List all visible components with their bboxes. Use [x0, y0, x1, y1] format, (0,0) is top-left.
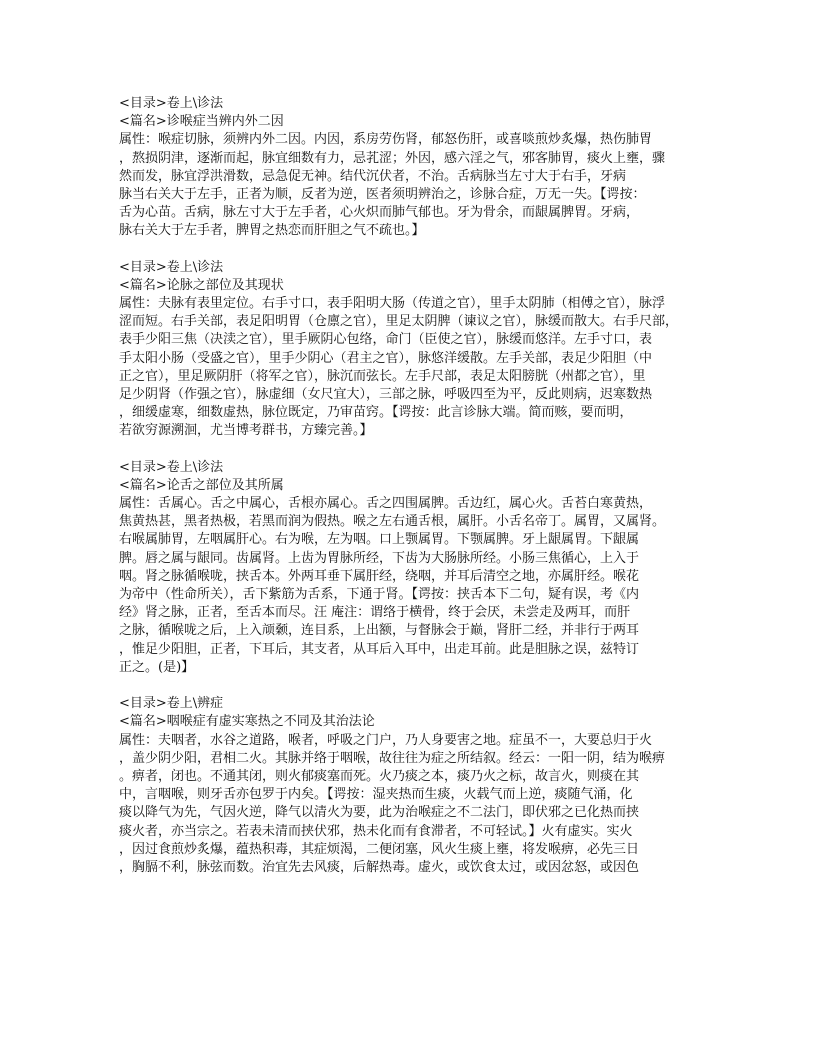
body-text-line: 焦黄热甚，黑者热极，若黑而润为假热。喉之左右通舌根，属肝。小舌名帝丁。属胃，又属肾。	[119, 514, 666, 530]
body-text-line: 脉右关大于左手者，脾胃之热恋而肝胆之气不疏也。】	[119, 223, 425, 239]
document-page	[119, 95, 699, 895]
body-text-line: 若欲穷源溯洄，尤当博考群书，方臻完善。】	[119, 423, 373, 439]
entry-section	[119, 459, 699, 677]
body-text-line: 正之官），里足厥阴肝（将军之官），脉沉而弦长。左手尺部，表足太阳膀胱（州都之官），里	[119, 368, 646, 384]
body-text-line: 右喉属肺胃，左咽属肝心。右为喉，左为咽。口上颚属胃。下颚属脾。牙上龈属胃。下龈属	[119, 532, 640, 548]
entry-section	[119, 259, 699, 441]
body-text-line: ，胸膈不利，脉弦而数。治宜先去风痰，后解热毒。虚火，或饮食太过，或因忿怒，或因色	[119, 859, 640, 875]
body-text-line: 属性：夫咽者，水谷之道路，喉者，呼吸之门户，乃人身要害之地。症虽不一，大要总归于火	[119, 732, 653, 748]
chapter-title: <篇名>论脉之部位及其现状	[119, 277, 284, 293]
body-text-line: 手太阳小肠（受盛之官），里手少阴心（君主之官），脉悠洋缓散。左手关部，表足少阳胆（中	[119, 350, 653, 366]
body-text-line: ，惟足少阳胆，正者，下耳后，其支者，从耳后入耳中，出走耳前。此是胆脉之误，兹特订	[119, 641, 640, 657]
body-text-line: 痰以降气为先，气因火逆，降气以清火为要，此为治喉症之不二法门，即伏邪之已化热而挟	[119, 805, 640, 821]
body-text-line: 脉当右关大于左手，正者为顺，反者为逆，医者须明辨治之，诊脉合症，万无一失。【谔按：	[119, 187, 646, 203]
chapter-title: <篇名>论舌之部位及其所属	[119, 477, 284, 493]
body-text-line: ，因过食煎炒炙爆，蕴热积毒，其症烦渴，二便闭塞，风火生痰上壅，将发喉痹，必先三日	[119, 841, 640, 857]
body-text-line: 属性：夫脉有表里定位。右手寸口，表手阳明大肠（传道之官），里手太阴肺（相傅之官），脉浮	[119, 296, 666, 312]
entry-section	[119, 695, 699, 877]
body-text-line: 舌为心苗。舌病，脉左寸大于左手者，心火炽而肺气郁也。牙为骨余，而龈属脾胃。牙病，	[119, 205, 640, 221]
catalog-heading: <目录>卷上\辨症	[119, 696, 224, 712]
body-text-line: 正之。(是)】	[119, 659, 195, 675]
body-text-line: 中，言咽喉，则牙舌亦包罗于内矣。【谔按：湿夹热而生痰，火载气而上逆，痰随气涌，化	[119, 787, 633, 803]
body-text-line: 属性：舌属心。舌之中属心，舌根亦属心。舌之四围属脾。舌边红，属心火。舌苔白寒黄热，	[119, 496, 653, 512]
body-text-line: 经》肾之脉，正者，至舌本而尽。汪 庵注：谓络于横骨，终于会厌，未尝走及两耳，而肝	[119, 605, 631, 621]
catalog-heading: <目录>卷上\诊法	[119, 459, 224, 475]
chapter-title: <篇名>诊喉症当辨内外二因	[119, 114, 284, 130]
body-text-line: 然而发，脉宜浮洪滑数，忌急促无神。结代沉伏者，不治。舌病脉当左寸大于右手，牙病	[119, 168, 627, 184]
body-text-line: 表手少阳三焦（决渎之官），里手厥阴心包络，命门（臣使之官），脉缓而悠洋。左手寸口，表	[119, 332, 653, 348]
body-text-line: ，盖少阴少阳，君相二火。其脉并络于咽喉，故往往为症之所结叙。经云：一阳一阴，结为喉痹	[119, 750, 666, 766]
body-text-line: 足少阴肾（作强之官），脉虚细（女尺宜大），三部之脉，呼吸四至为平，反此则病，迟寒数热	[119, 387, 653, 403]
catalog-heading: <目录>卷上\诊法	[119, 96, 224, 111]
body-text-line: 之脉，循喉咙之后，上入颃颡，连目系，上出额，与督脉会于巅，肾肝二经，并非行于两耳	[119, 623, 640, 639]
body-text-line: 属性：喉症切脉，须辨内外二因。内因，系房劳伤肾，郁怒伤肝，或喜啖煎炒炙爆，热伤肺胃	[119, 132, 653, 148]
body-text-line: ，细缓虚寒，细数虚热，脉位既定，乃审苗窍。【谔按：此言诊脉大端。简而赅，要而明，	[119, 405, 633, 421]
body-text-line: 咽。肾之脉循喉咙，挟舌本。外两耳垂下属肝经，绕咽，并耳后清空之地，亦属肝经。喉花	[119, 568, 640, 584]
chapter-title: <篇名>咽喉症有虚实寒热之不同及其治法论	[119, 714, 375, 730]
catalog-heading: <目录>卷上\诊法	[119, 259, 224, 275]
body-text-line: 涩而短。右手关部，表足阳明胃（仓廪之官），里足太阴脾（谏议之官），脉缓而散大。右手尺部，	[119, 314, 679, 330]
body-text-line: 为帝中（性命所关），舌下紫筋为舌系，下通于肾。【谔按：挟舌本下二句，疑有误，考《内	[119, 587, 640, 603]
body-text-line: ，熬损阴津，逐渐而起，脉宜细数有力，忌芤涩；外因，感六淫之气，邪客肺胃，痰火上壅，骤	[119, 150, 666, 166]
body-text-line: 脾。唇之属与龈同。齿属肾。上齿为胃脉所经，下齿为大肠脉所经。小肠三焦循心，上入于	[119, 550, 640, 566]
body-text-line: 。痹者，闭也。不通其闭，则火郁痰塞而死。火乃痰之本，痰乃火之标，故言火，则痰在其	[119, 768, 640, 784]
entry-section	[119, 95, 699, 241]
body-text-line: 痰火者，亦当宗之。若表未清而挟伏邪，热未化而有食滞者，不可轻试。】火有虚实。实火	[119, 823, 633, 839]
